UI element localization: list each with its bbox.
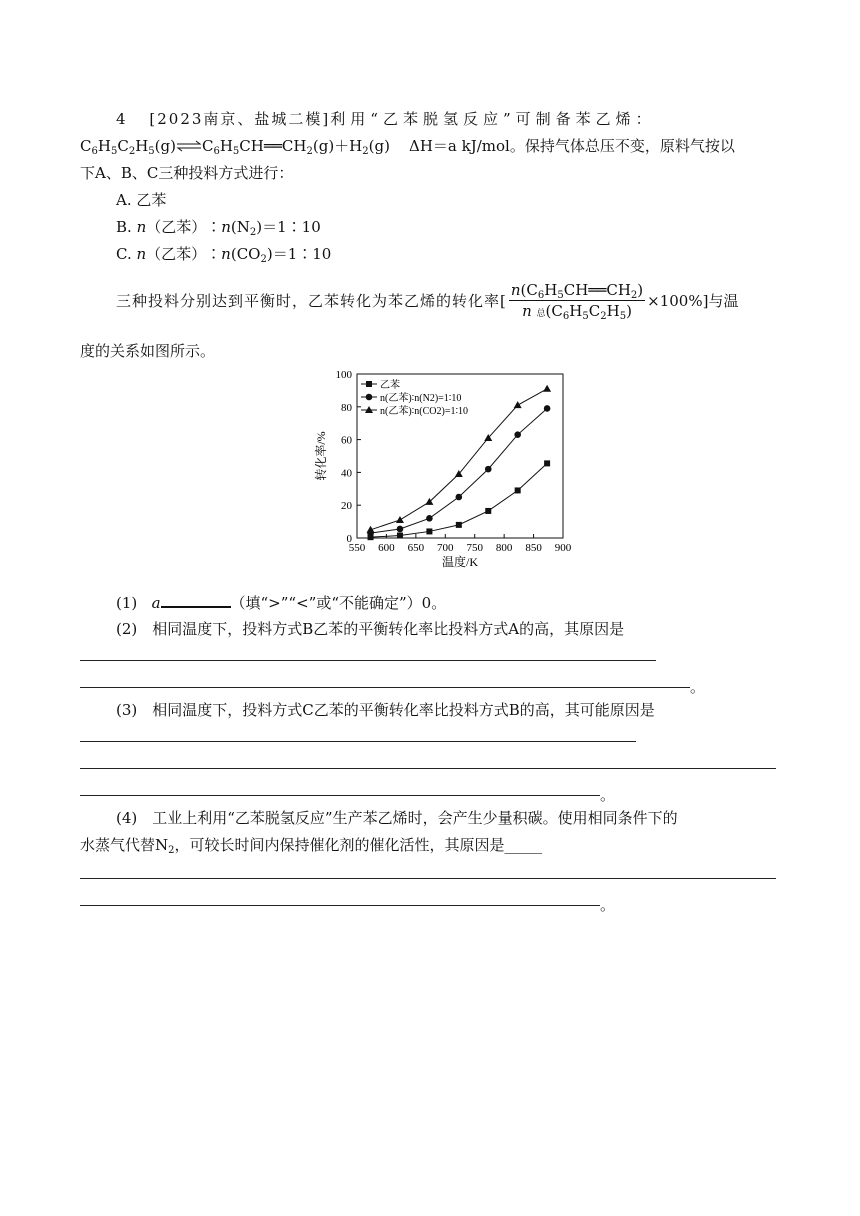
question-source: [2023南京、盐城二模] [149,110,331,128]
part-4-answer-line-2[interactable] [80,905,600,906]
part-1-text: （填“>”“<”或“不能确定”）0。 [230,594,447,612]
part-1-blank[interactable] [161,592,231,608]
legend-label: n(乙苯)∶n(CO2)=1∶10 [380,406,469,417]
question-intro: 利用“乙苯脱氢反应”可制备苯乙烯： [330,110,656,128]
data-point-circle [514,431,521,438]
part-1-var: a [151,594,161,612]
legend-marker-square [366,381,372,387]
x-tick-label: 600 [378,542,395,554]
data-point-circle [456,494,463,501]
part-4-line-1: (4) 工业上利用“乙苯脱氢反应”生产苯乙烯时，会产生少量积碳。使用相同条件下的 [116,809,678,827]
part-3: (3) 相同温度下，投料方式C乙苯的平衡转化率比投料方式B的高，其可能原因是 [116,701,655,719]
conversion-end: 度的关系如图所示。 [80,342,216,360]
fraction-numerator: $n(C_6H_5CH══CH_2)$ [510,281,644,301]
legend-label: n(乙苯)∶n(N2)=1∶10 [380,393,462,404]
intro-line-2: 下A、B、C三种投料方式进行： [80,164,294,182]
equation-reactant: $C_6H_5C_2H_5(g)$ [80,137,176,157]
part-2-answer-line-1[interactable] [80,660,656,661]
x-tick-label: 800 [495,542,513,554]
part-3-answer-line-2[interactable] [80,768,776,769]
legend-marker-circle [366,394,373,401]
part-1-number: (1) [116,594,138,612]
x-tick-label: 850 [525,542,542,554]
data-point-circle [485,466,492,473]
x-tick-label: 650 [407,542,425,554]
data-point-circle [426,515,433,522]
data-point-triangle [514,401,522,408]
question-line-1 [116,108,656,130]
x-tick-label: 750 [466,542,483,554]
option-a: A. 乙苯 [116,191,167,209]
y-axis-label: 转化率/% [314,431,328,481]
data-point-square [485,508,491,514]
conversion-line [116,280,738,324]
part-3-answer-line-1[interactable] [80,741,636,742]
part-1 [116,592,446,614]
legend-label: 乙苯 [380,380,400,391]
x-tick-label: 900 [554,542,572,554]
x-tick-label: 700 [437,542,454,554]
equilibrium-arrow-icon [176,136,202,158]
y-tick-label: 0 [346,533,352,545]
y-tick-label: 60 [341,434,352,447]
fraction-denominator: n 总$(C_6H_5C_2H_5)$ [522,302,632,322]
conversion-text: 三种投料分别达到平衡时，乙苯转化为苯乙烯的转化率[ [116,292,507,310]
data-point-square [544,460,550,466]
data-point-square [397,533,403,539]
data-point-circle [544,405,551,412]
equation-line [80,135,735,158]
part-3-period: 。 [600,786,616,804]
part-4-period: 。 [600,896,616,914]
data-point-circle [397,526,404,533]
part-3-answer-line-3[interactable] [80,795,600,796]
data-point-triangle [543,385,551,392]
conversion-fraction [509,280,645,324]
part-2-period: 。 [690,678,706,696]
x-axis-label: 温度/K [441,555,479,569]
question-number: 4 [116,110,126,128]
part-2: (2) 相同温度下，投料方式B乙苯的平衡转化率比投料方式A的高，其原因是 [116,620,625,638]
option-c: C. n（乙苯）$∶n(CO_2)=1∶10$ [116,245,332,265]
conversion-chart [305,364,585,580]
part-2-answer-line-2[interactable] [80,687,690,688]
part-4-answer-line-1[interactable] [80,878,776,879]
x-tick-label: 550 [348,542,366,554]
data-point-square [515,487,521,493]
option-b: B. n（乙苯）$∶n(N_2)=1∶10$ [116,218,321,238]
y-tick-label: 20 [341,500,352,513]
y-tick-label: 40 [341,467,352,480]
data-point-square [426,528,432,534]
data-point-triangle [396,516,404,523]
y-tick-label: 80 [341,401,352,414]
data-point-square [456,522,462,528]
part-4-line-2: 水蒸气代替$N_2$，可较长时间内保持催化剂的催化活性，其原因是_____ [80,836,543,856]
y-tick-label: 100 [335,369,352,381]
enthalpy-text: ΔH＝a kJ/mol。保持气体总压不变，原料气按以 [409,137,735,155]
conversion-tail: ×100%]与温 [647,292,739,310]
equation-products: $C_6H_5CH══CH_2(g)+H_2(g)$ [201,137,390,157]
